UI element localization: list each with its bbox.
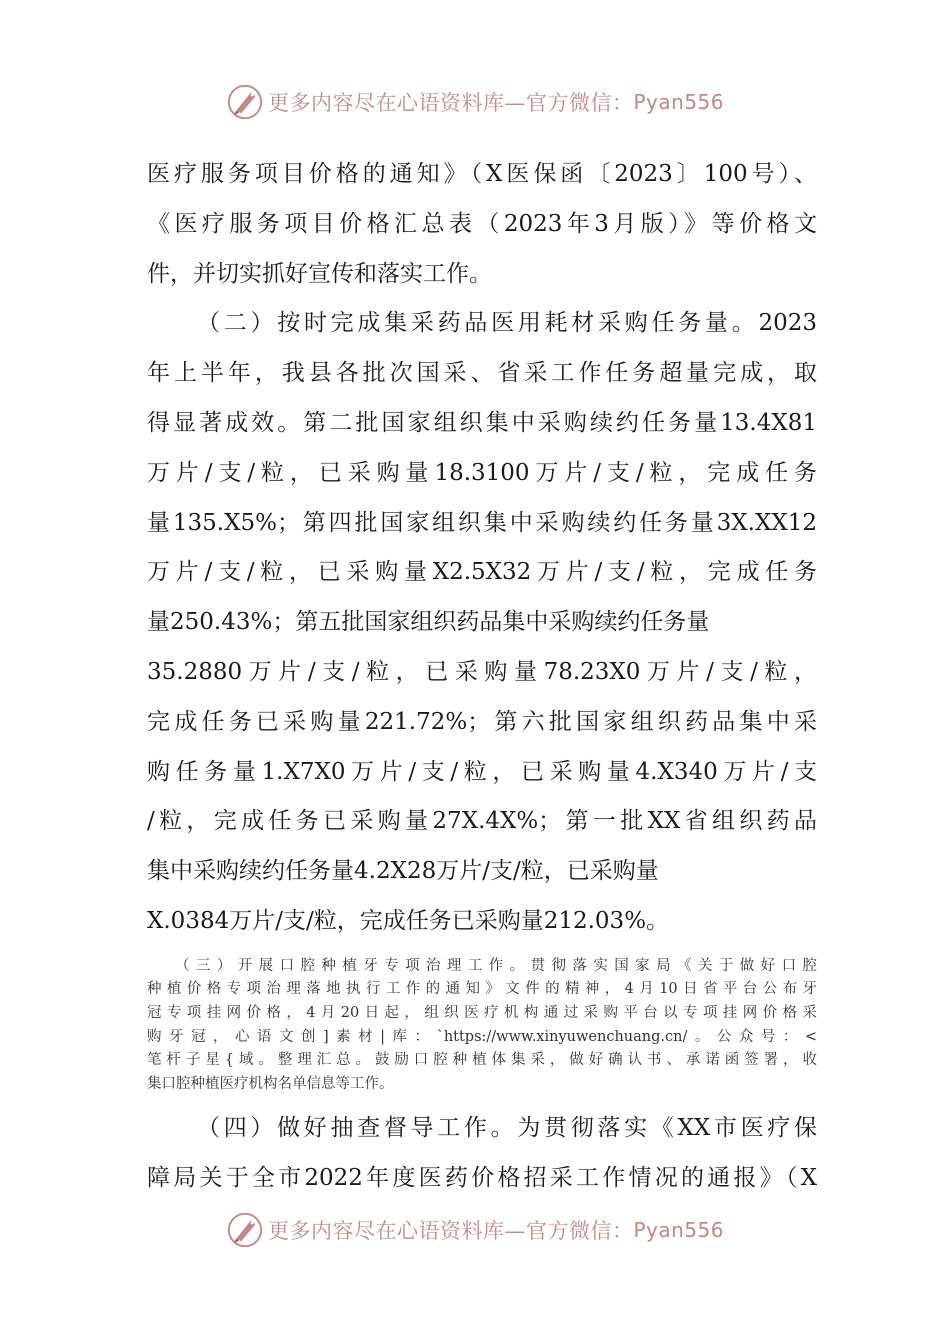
text-line: /粒，完成任务已采购量27X.4X%；第一批XX省组织药品 [147,808,817,835]
text-line: 购任务量1.X7X0万片/支/粒，已采购量4.X340万片/支 [147,758,817,785]
text-line: 《医疗服务项目价格汇总表（2023年3月版）》等价格文 [147,210,817,237]
paragraph-3 [147,955,817,1097]
text-line: 件，并切实抓好宣传和落实工作。 [147,260,492,287]
paragraph-4 [147,1104,817,1204]
banner-wechat-id: Pyan556 [633,1218,724,1242]
text-line: （三）开展口腔种植牙专项治理工作。贯彻落实国家局《关于做好口腔 [175,957,817,974]
text-line: 冠专项挂网价格，4月20日起，组织医疗机构通过采购平台以专项挂网价格采 [147,1004,817,1021]
paragraph-1 [147,150,817,299]
pen-nib-logo-icon [226,1211,264,1249]
text-line: 笔杆子星{域。整理汇总。鼓励口腔种植体集采，做好确认书、承诺函签署，收 [147,1052,817,1069]
text-line: 种植价格专项治理落地执行工作的通知》文件的精神，4月10日省平台公布牙 [147,981,817,998]
text-line: 万片/支/粒，已采购量18.3100万片/支/粒，完成任务 [147,459,817,486]
banner-text: 更多内容尽在心语资料库—官方微信： [267,91,634,115]
text-line: （二）按时完成集采药品医用耗材采购任务量。2023 [197,310,817,337]
text-line: 35.2880万片/支/粒，已采购量78.23X0万片/支/粒， [147,658,817,685]
text-line: 年上半年，我县各批次国采、省采工作任务超量完成，取 [147,360,817,387]
paragraph-2 [147,299,817,946]
header-banner [0,82,950,122]
text-line: 得显著成效。第二批国家组织集中采购续约任务量13.4X81 [147,409,817,436]
text-line: 集中采购续约任务量4.2X28万片/支/粒，已采购量 [147,858,659,885]
banner-text: 更多内容尽在心语资料库—官方微信： [267,1219,634,1243]
text-line: 集口腔种植医疗机构名单信息等工作。 [147,1075,394,1092]
text-line: 量250.43%；第五批国家组织药品集中采购续约任务量 [147,609,710,636]
text-line: X.0384万片/支/粒，完成任务已采购量212.03%。 [147,907,670,934]
document-body [147,150,817,1204]
text-line: （四）做好抽查督导工作。为贯彻落实《XX市医疗保 [197,1115,817,1142]
text-line: 购牙冠，心语文创]素材|库：`https://www.xinyuwenchuang.cn/。公众号：< [147,1028,817,1045]
text-line: 完成任务已采购量221.72%；第六批国家组织药品集中采 [147,708,817,735]
footer-banner [0,1210,950,1250]
text-line: 障局关于全市2022年度医药价格招采工作情况的通报》（X [147,1165,817,1192]
text-line: 万片/支/粒，已采购量X2.5X32万片/支/粒，完成任务 [147,559,817,586]
text-line: 医疗服务项目价格的通知》（X医保函〔2023〕100号）、 [147,161,817,187]
text-line: 量135.X5%；第四批国家组织集中采购续约任务量3X.XX12 [147,509,817,536]
pen-nib-logo-icon [226,83,264,121]
banner-wechat-id: Pyan556 [633,90,724,114]
